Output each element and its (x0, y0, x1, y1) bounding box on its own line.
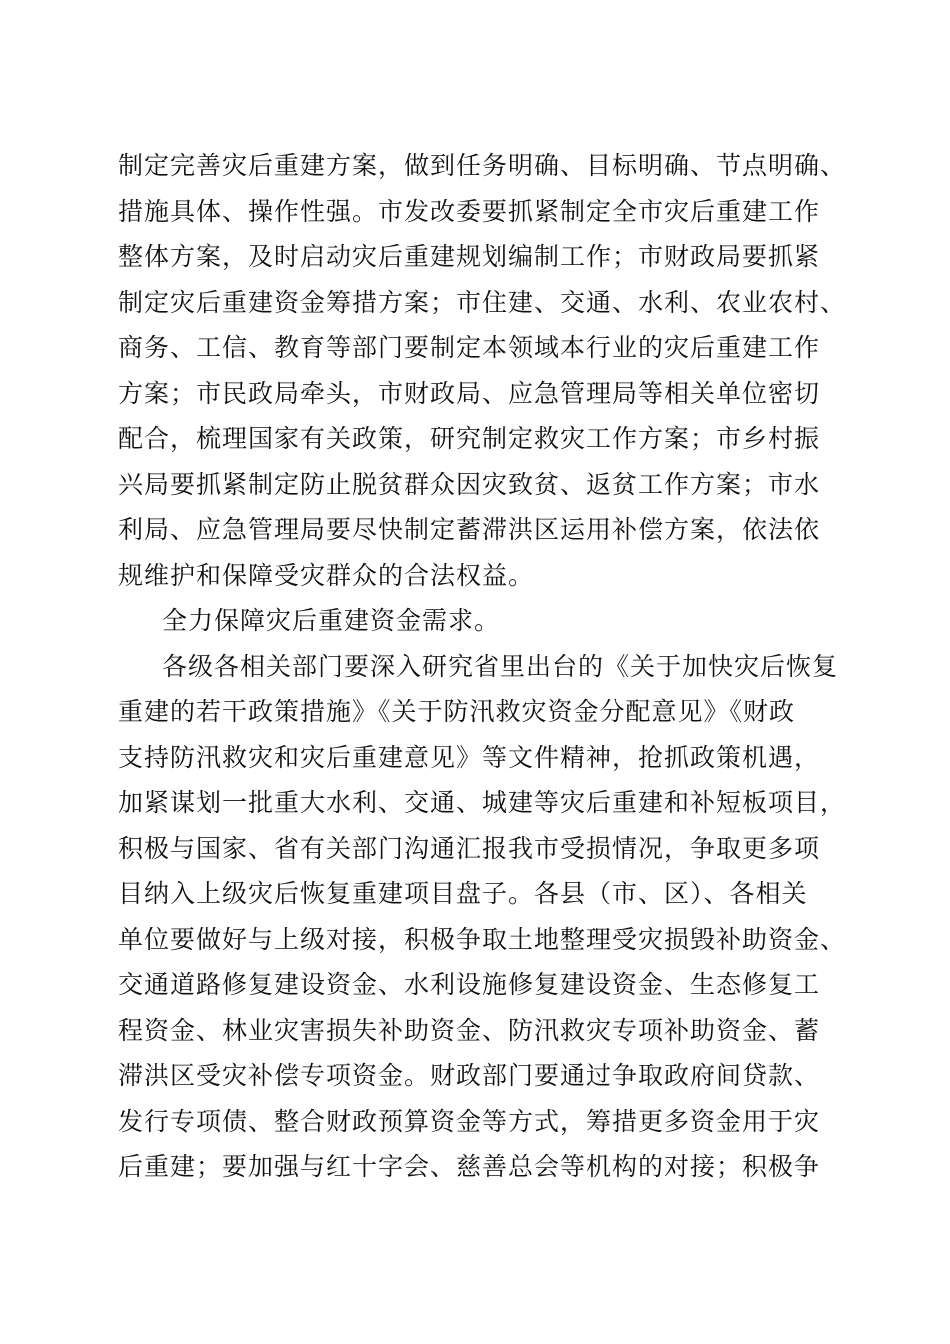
text-line: 规维护和保障受灾群众的合法权益。 (118, 560, 535, 590)
text-line: 配合，梳理国家有关政策，研究制定救灾工作方案；市乡村振 (118, 424, 821, 453)
text-line: 后重建；要加强与红十字会、慈善总会等机构的对接；积极争 (118, 1152, 821, 1181)
text-line: 加紧谋划一批重大水利、交通、城建等灾后重建和补短板项目， (118, 788, 847, 817)
text-line: 商务、工信、教育等部门要制定本领域本行业的灾后重建工作 (118, 333, 821, 362)
text-line: 发行专项债、整合财政预算资金等方式，筹措更多资金用于灾 (118, 1106, 821, 1136)
text-line: 支持防汛救灾和灾后重建意见》等文件精神，抢抓政策机遇， (118, 742, 821, 772)
text-line: 单位要做好与上级对接，积极争取土地整理受灾损毁补助资金、 (118, 924, 847, 954)
text-line: 目纳入上级灾后恢复重建项目盘子。各县（市、区）、各相关 (118, 879, 808, 908)
text-line: 程资金、林业灾害损失补助资金、防汛救灾专项补助资金、蓄 (118, 1015, 821, 1045)
text-line: 制定完善灾后重建方案，做到任务明确、目标明确、节点明确、 (118, 151, 847, 180)
section-heading: 全力保障灾后重建资金需求。 (162, 606, 501, 635)
text-line: 滞洪区受灾补偿专项资金。财政部门要通过争取政府间贷款、 (118, 1061, 821, 1090)
document-body (118, 143, 848, 1190)
text-line: 制定灾后重建资金筹措方案；市住建、交通、水利、农业农村、 (118, 287, 847, 317)
text-line: 积极与国家、省有关部门沟通汇报我市受损情况，争取更多项 (118, 833, 821, 863)
text-line: 利局、应急管理局要尽快制定蓄滞洪区运用补偿方案，依法依 (118, 515, 821, 544)
text-line: 兴局要抓紧制定防止脱贫群众因灾致贫、返贫工作方案；市水 (118, 469, 821, 499)
text-line: 措施具体、操作性强。市发改委要抓紧制定全市灾后重建工作 (118, 196, 821, 226)
text-line: 重建的若干政策措施》《关于防汛救灾资金分配意见》《财政 (118, 697, 796, 726)
text-line: 各级各相关部门要深入研究省里出台的《关于加快灾后恢复 (162, 651, 839, 681)
text-line: 交通道路修复建设资金、水利设施修复建设资金、生态修复工 (118, 970, 821, 999)
text-line: 整体方案，及时启动灾后重建规划编制工作；市财政局要抓紧 (118, 242, 821, 271)
text-line: 方案；市民政局牵头，市财政局、应急管理局等相关单位密切 (118, 378, 821, 408)
